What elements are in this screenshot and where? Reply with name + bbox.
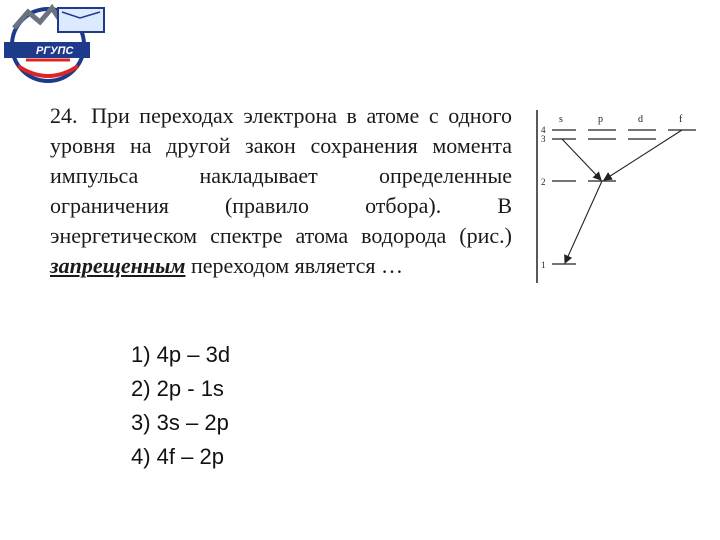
answer-options [131, 338, 230, 474]
question-emphasis: запрещенным [50, 253, 186, 278]
answer-option-1[interactable]: 1) 4p – 3d [131, 342, 231, 367]
column-label-f: f [679, 114, 683, 125]
column-label-p: p [598, 114, 603, 125]
transition-2p-1s [565, 181, 602, 263]
transition-3s-2p [562, 139, 601, 180]
column-label-s: s [559, 114, 563, 125]
question-body-end: переходом является … [190, 253, 404, 278]
logo-text: РГУПС [36, 45, 74, 57]
rgups-logo [0, 0, 120, 90]
level-label-4: 4 [541, 125, 546, 135]
question-number: 24. [50, 103, 78, 128]
question-text [50, 101, 512, 281]
level-label-2: 2 [541, 177, 546, 187]
level-label-1: 1 [541, 260, 546, 270]
energy-level-diagram [532, 108, 712, 288]
answer-option-3[interactable]: 3) 3s – 2p [131, 410, 229, 435]
answer-option-2[interactable]: 2) 2p - 1s [131, 376, 224, 401]
column-label-d: d [638, 114, 643, 125]
transition-4f-2p [604, 130, 682, 180]
answer-option-4[interactable]: 4) 4f – 2p [131, 444, 224, 469]
question-body-start: При переходах электрона в атоме с одного уровня на другой закон сохранения момента импульса накладывает определенные ограничения (правило отбора). В энергетическом спектре атома водорода (рис.) [50, 103, 513, 248]
level-label-3: 3 [541, 134, 546, 144]
